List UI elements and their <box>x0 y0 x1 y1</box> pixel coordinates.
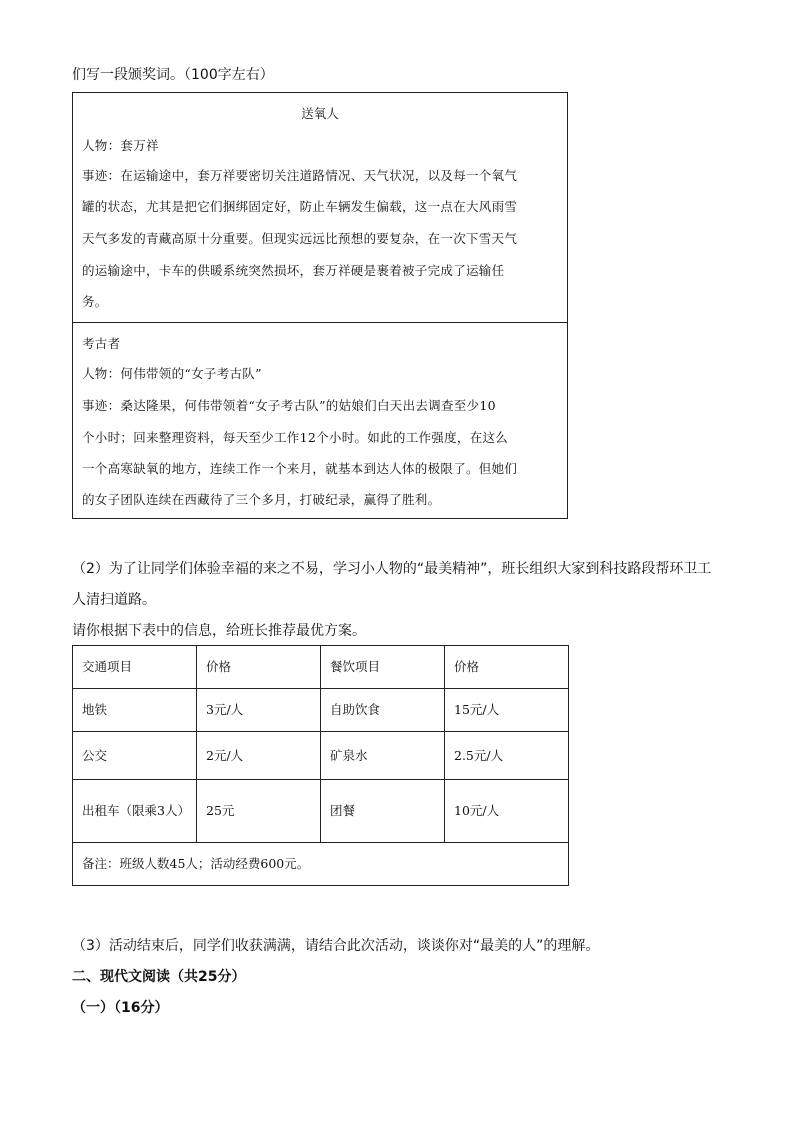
award-title: 送氧人 <box>301 106 339 121</box>
award-entry2-line: 事迹：桑达隆果，何伟带领着“女子考古队”的姑娘们白天出去调查至少10 <box>82 398 496 413</box>
question3: （3）活动结束后，同学们收获满满，请结合此次活动，谈谈你对“最美的人”的理解。 <box>72 938 600 954</box>
table-cell: 出租车（限乘3人） <box>73 780 197 843</box>
award-entry2-line: 个小时；回来整理资料，每天至少工作12个小时。如此的工作强度，在这么 <box>82 430 509 445</box>
award-entry2-title: 考古者 <box>82 336 121 351</box>
table-header-cell: 交通项目 <box>73 646 197 689</box>
table-cell: 地铁 <box>73 689 197 732</box>
intro-line: 们写一段颁奖词。（100字左右） <box>72 67 274 83</box>
table-row <box>73 780 569 843</box>
table-cell: 自助饮食 <box>321 689 445 732</box>
table-note-row <box>73 843 569 886</box>
table-note: 备注：班级人数45人；活动经费600元。 <box>73 843 569 886</box>
table-cell: 2.5元/人 <box>445 732 569 780</box>
award-table <box>72 92 568 519</box>
table-cell: 25元 <box>197 780 321 843</box>
award-divider <box>73 322 567 323</box>
table-header-row <box>73 646 569 689</box>
table-cell: 10元/人 <box>445 780 569 843</box>
table-row <box>73 689 569 732</box>
award-entry1-line: 的运输途中，卡车的供暖系统突然损坏，套万祥硬是裹着被子完成了运输任 <box>82 263 505 278</box>
table-cell: 3元/人 <box>197 689 321 732</box>
price-table <box>72 645 569 886</box>
question2-line3: 请你根据下表中的信息，给班长推荐最优方案。 <box>72 623 366 639</box>
question2-line1: （2）为了让同学们体验幸福的来之不易，学习小人物的“最美精神”，班长组织大家到科技路段帮环卫工 <box>72 561 712 577</box>
question2-line2: 人清扫道路。 <box>72 592 156 608</box>
table-cell: 15元/人 <box>445 689 569 732</box>
award-entry1-line: 天气多发的青藏高原十分重要。但现实远远比预想的要复杂，在一次下雪天气 <box>82 231 518 246</box>
table-row <box>73 732 569 780</box>
award-entry1-person: 人物：套万祥 <box>82 138 159 153</box>
table-header-cell: 餐饮项目 <box>321 646 445 689</box>
award-entry2-line: 的女子团队连续在西藏待了三个多月，打破纪录，赢得了胜利。 <box>82 492 441 507</box>
award-entry1-line: 务。 <box>82 294 108 309</box>
award-entry1-line: 事迹：在运输途中，套万祥要密切关注道路情况、天气状况，以及每一个氧气 <box>82 168 518 183</box>
table-header-cell: 价格 <box>445 646 569 689</box>
subsection-heading: （一）（16分） <box>72 1000 169 1016</box>
table-cell: 团餐 <box>321 780 445 843</box>
table-cell: 公交 <box>73 732 197 780</box>
award-entry2-line: 一个高寒缺氧的地方，连续工作一个来月，就基本到达人体的极限了。但她们 <box>82 461 518 476</box>
award-entry2-person: 人物：何伟带领的“女子考古队” <box>82 366 262 381</box>
section-heading: 二、现代文阅读（共25分） <box>72 969 246 985</box>
table-header-cell: 价格 <box>197 646 321 689</box>
table-cell: 2元/人 <box>197 732 321 780</box>
table-cell: 矿泉水 <box>321 732 445 780</box>
award-entry1-line: 罐的状态，尤其是把它们捆绑固定好，防止车辆发生偏载，这一点在大风雨雪 <box>82 199 518 214</box>
